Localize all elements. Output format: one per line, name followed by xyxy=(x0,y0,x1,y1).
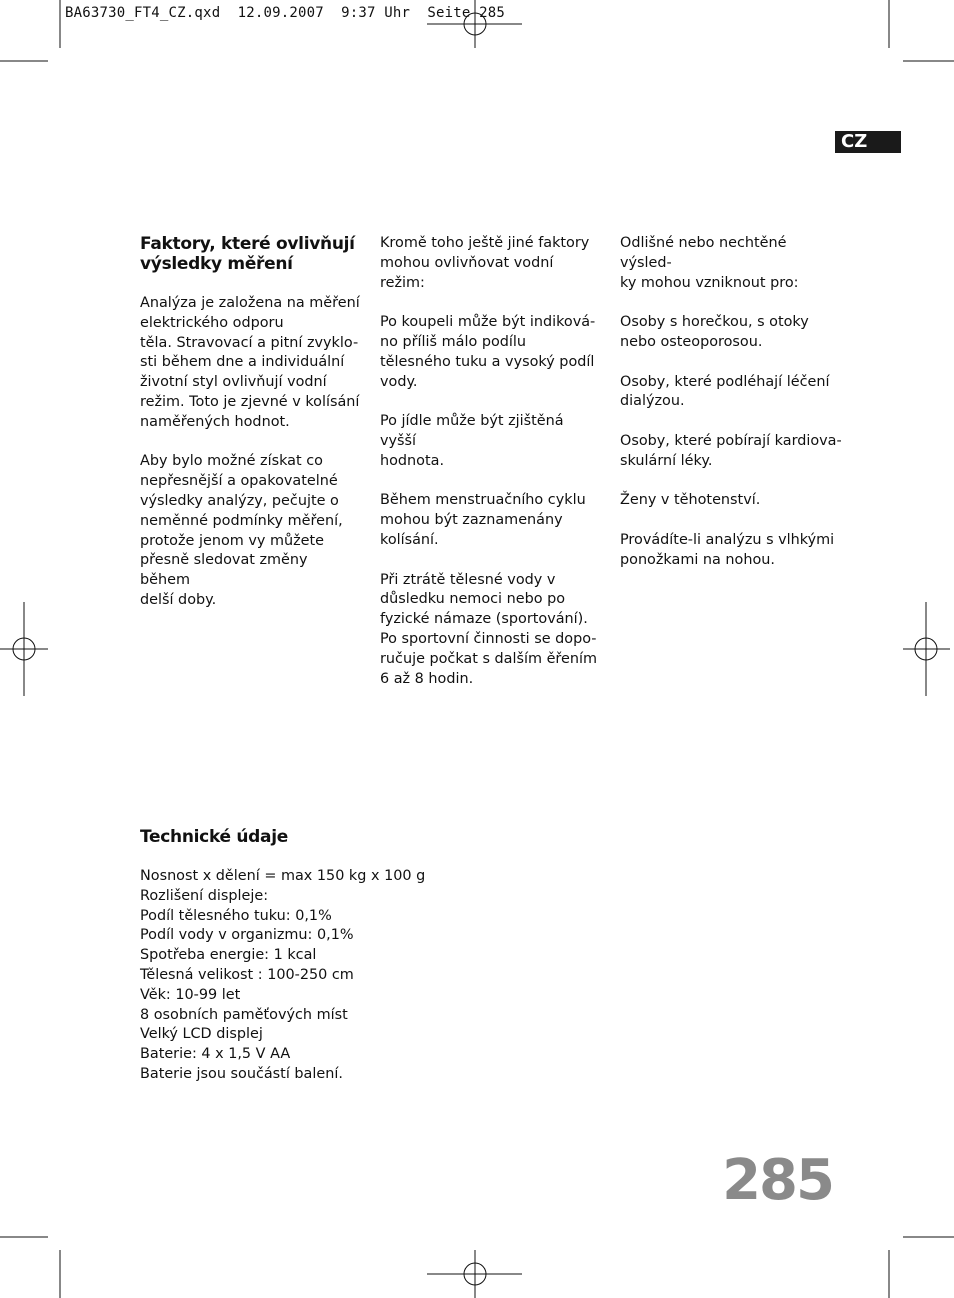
paragraph: Po koupeli může být indiková- no příliš málo podílu tělesného tuku a vysoký podíl vody. xyxy=(380,314,596,390)
paragraph: Ženy v těhotenství. xyxy=(620,492,761,509)
paragraph: Během menstruačního cyklu mohou být zaznamenány kolísání. xyxy=(380,492,586,548)
spec-line: Tělesná velikost : 100-250 cm xyxy=(140,966,354,983)
spec-line: Nosnost x dělení = max 150 kg x 100 g xyxy=(140,868,426,884)
paragraph: Osoby, které podléhají léčení dialýzou. xyxy=(620,373,830,410)
paragraph: Aby bylo možné získat co nepřesnější a opakovatelné výsledky analýzy, pečujte o neměnné podmínky měření, protože jenom vy můžete přesně sledovat změny během delší doby. xyxy=(140,453,343,608)
paragraph: Odlišné nebo nechtěné výsled- ky mohou vzniknout pro: xyxy=(620,235,799,291)
spec-line: Baterie: 4 x 1,5 V AA xyxy=(140,1046,291,1063)
spec-line: Podíl tělesného tuku: 0,1% xyxy=(140,907,332,924)
spec-line: Baterie jsou součástí balení. xyxy=(140,1065,343,1082)
spec-line: Spotřeba energie: 1 kcal xyxy=(140,947,317,964)
column-1 xyxy=(140,234,362,631)
column-3 xyxy=(620,234,842,590)
paragraph: Kromě toho ještě jiné faktory mohou ovlivňovat vodní režim: xyxy=(380,235,590,291)
technical-data-section xyxy=(140,827,540,1085)
spec-line: Velký LCD displej xyxy=(140,1026,263,1043)
column-2 xyxy=(380,234,602,709)
spec-line: 8 osobních paměťových míst xyxy=(140,1006,348,1023)
spec-line: Podíl vody v organizmu: 0,1% xyxy=(140,927,354,944)
paragraph: Osoby s horečkou, s otoky nebo osteoporosou. xyxy=(620,314,809,350)
paragraph: Při ztrátě tělesné vody v důsledku nemoci nebo po fyzické námaze (sportování). Po sportovní činnosti se dopo- ručuje počkat s dalším ěřením 6 až 8 hodin. xyxy=(380,571,598,687)
paragraph: Osoby, které pobírají kardiova- skulární léky. xyxy=(620,432,842,469)
technical-heading: Technické údaje xyxy=(140,827,288,847)
section-heading: Faktory, které ovlivňují výsledky měření xyxy=(140,234,355,274)
spec-line: Věk: 10-99 let xyxy=(140,986,241,1003)
paragraph: Provádíte-li analýzu s vlhkými ponožkami na nohou. xyxy=(620,531,835,568)
page-number: 285 xyxy=(722,1148,833,1213)
language-badge: CZ xyxy=(835,131,901,153)
paragraph: Po jídle může být zjištěná vyšší hodnota. xyxy=(380,413,564,469)
spec-line: Rozlišení displeje: xyxy=(140,887,269,904)
print-slug-line: BA63730_FT4_CZ.qxd 12.09.2007 9:37 Uhr Seite 285 xyxy=(65,5,506,21)
paragraph: Analýza je založena na měření elektrického odporu těla. Stravovací a pitní zvyklo- sti během dne a individuální životní styl ovlivňují vodní režim. Toto je zjevné v kolísání naměřených hodnot. xyxy=(140,295,360,430)
